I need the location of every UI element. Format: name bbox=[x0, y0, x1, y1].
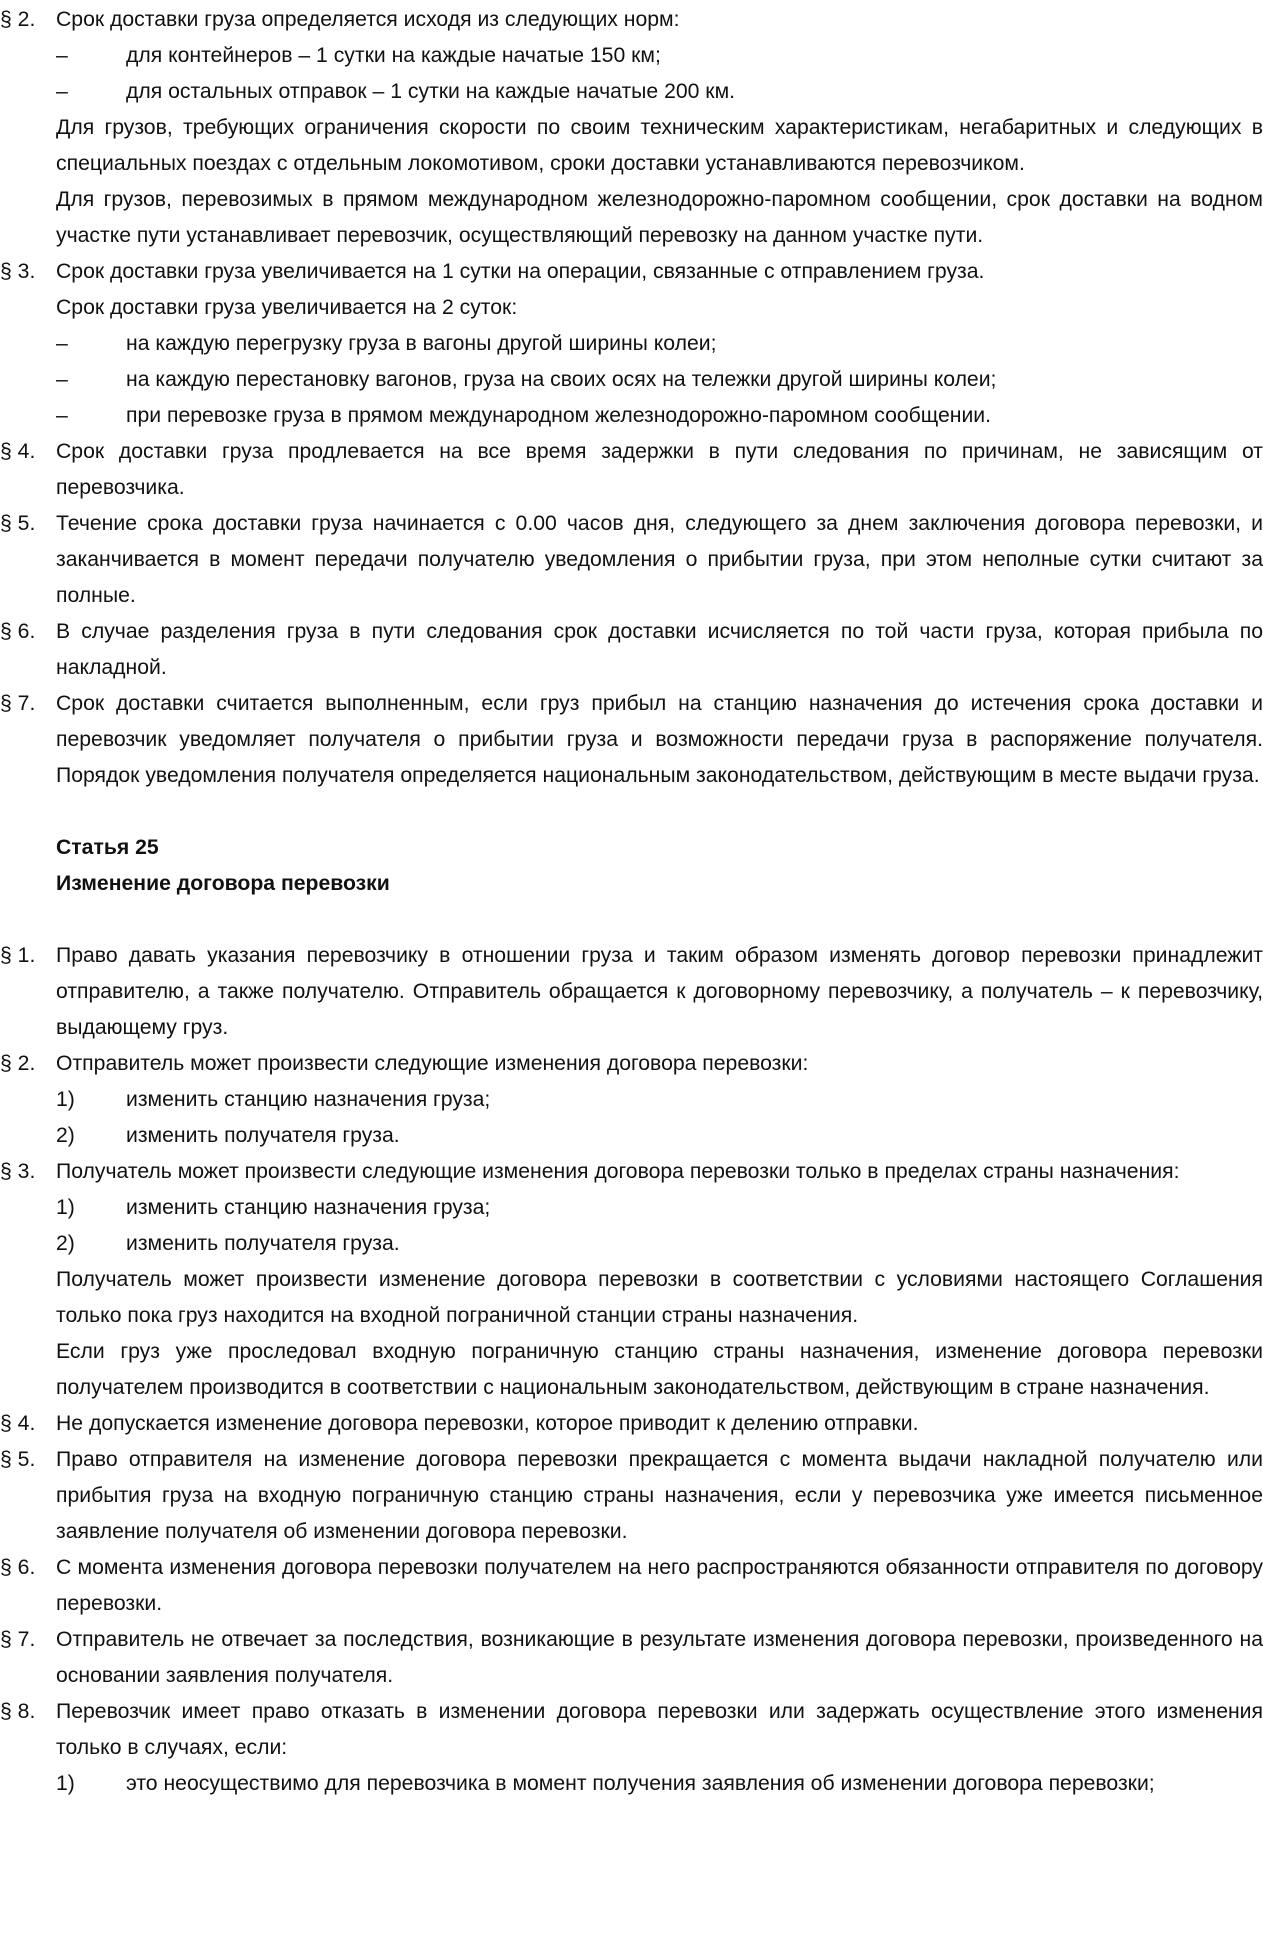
section-number: § 7. bbox=[0, 692, 36, 715]
list-item-text: изменить станцию назначения груза; bbox=[126, 1196, 491, 1219]
list-item bbox=[0, 38, 1263, 74]
section-number: § 6. bbox=[0, 1556, 36, 1579]
section-text: Право отправителя на изменение договора перевозки прекращается с момента выдачи накладной получателю или прибытия груза на входную пограничную станцию страны назначения, если у перевозчика уже имеется письменное заявление получателя об изменении договора перевозки. bbox=[56, 1448, 1263, 1543]
section-number: § 8. bbox=[0, 1700, 36, 1723]
section-number: § 6. bbox=[0, 620, 36, 643]
list-marker: 1) bbox=[56, 1088, 75, 1111]
article-section-7 bbox=[0, 1622, 1263, 1694]
paragraph: Если груз уже проследовал входную пограничную станцию страны назначения, изменение договора перевозки получателем производится в соответствии с национальным законодательством, действующим в стране назначения. bbox=[56, 1340, 1263, 1399]
section-text: С момента изменения договора перевозки получателем на него распространяются обязанности отправителя по договору перевозки. bbox=[56, 1556, 1263, 1615]
section-text: Отправитель не отвечает за последствия, возникающие в результате изменения договора перевозки, произведенного на основании заявления получателя. bbox=[56, 1628, 1263, 1687]
list-item-text: для контейнеров – 1 сутки на каждые начатые 150 км; bbox=[126, 44, 661, 67]
spacer bbox=[0, 794, 1263, 830]
paragraph: Для грузов, перевозимых в прямом международном железнодорожно-паромном сообщении, срок доставки на водном участке пути устанавливает перевозчик, осуществляющий перевозку на данном участке пути. bbox=[56, 188, 1263, 247]
list-marker: 2) bbox=[56, 1124, 75, 1147]
section-number: § 5. bbox=[0, 1448, 36, 1471]
section-3 bbox=[0, 254, 1263, 290]
section-text: Получатель может произвести следующие изменения договора перевозки только в пределах страны назначения: bbox=[56, 1160, 1180, 1183]
section-number: § 2. bbox=[0, 1052, 36, 1075]
list-item bbox=[0, 326, 1263, 362]
list-item bbox=[0, 1190, 1263, 1226]
list-item-text: при перевозке груза в прямом международном железнодорожно-паромном сообщении. bbox=[126, 404, 992, 427]
section-text: Срок доставки груза продлевается на все время задержки в пути следования по причинам, не зависящим от перевозчика. bbox=[56, 440, 1263, 499]
section-text: Течение срока доставки груза начинается с 0.00 часов дня, следующего за днем заключения договора перевозки, и заканчивается в момент передачи получателю уведомления о прибытии груза, при этом неполные сутки считают за полные. bbox=[56, 512, 1263, 607]
section-number: § 2. bbox=[0, 8, 36, 31]
spacer bbox=[0, 902, 1263, 938]
section-text: Право давать указания перевозчику в отношении груза и таким образом изменять договор перевозки принадлежит отправителю, а также получателю. Отправитель обращается к договорному перевозчику, а получатель – к перевозчику, выдающему груз. bbox=[56, 944, 1263, 1039]
list-item-text: изменить получателя груза. bbox=[126, 1124, 400, 1147]
section-number: § 3. bbox=[0, 1160, 36, 1183]
section-number: § 7. bbox=[0, 1628, 36, 1651]
section-text: Отправитель может произвести следующие изменения договора перевозки: bbox=[56, 1052, 809, 1075]
list-item bbox=[0, 362, 1263, 398]
section-text: Срок доставки считается выполненным, если груз прибыл на станцию назначения до истечения срока доставки и перевозчик уведомляет получателя о прибытии груза и возможности передачи груза в распоряжение получателя. Порядок уведомления получателя определяется национальным законодательством, действующим в месте выдачи груза. bbox=[56, 692, 1263, 787]
article-section-1 bbox=[0, 938, 1263, 1046]
section-text: Перевозчик имеет право отказать в изменении договора перевозки или задержать осуществление этого изменения только в случаях, если: bbox=[56, 1700, 1263, 1759]
section-7 bbox=[0, 686, 1263, 794]
list-marker: – bbox=[56, 368, 68, 391]
list-marker: – bbox=[56, 332, 68, 355]
section-number: § 3. bbox=[0, 260, 36, 283]
section-text: Срок доставки груза определяется исходя из следующих норм: bbox=[56, 8, 680, 31]
list-item bbox=[0, 74, 1263, 110]
section-number: § 5. bbox=[0, 512, 36, 535]
article-section-5 bbox=[0, 1442, 1263, 1550]
list-marker: – bbox=[56, 404, 68, 427]
section-text: Срок доставки груза увеличивается на 1 сутки на операции, связанные с отправлением груза. bbox=[56, 260, 985, 283]
list-marker: 1) bbox=[56, 1772, 75, 1795]
list-marker: 2) bbox=[56, 1232, 75, 1255]
article-section-6 bbox=[0, 1550, 1263, 1622]
section-text: В случае разделения груза в пути следования срок доставки исчисляется по той части груза, которая прибыла по накладной. bbox=[56, 620, 1263, 679]
list-marker: – bbox=[56, 44, 68, 67]
article-title: Изменение договора перевозки bbox=[56, 872, 390, 895]
section-number: § 4. bbox=[0, 440, 36, 463]
list-marker: 1) bbox=[56, 1196, 75, 1219]
article-label: Статья 25 bbox=[56, 836, 159, 859]
section-2 bbox=[0, 2, 1263, 38]
list-item bbox=[0, 1766, 1263, 1802]
list-item bbox=[0, 1118, 1263, 1154]
paragraph: Для грузов, требующих ограничения скорости по своим техническим характеристикам, негабаритных и следующих в специальных поездах с отдельным локомотивом, сроки доставки устанавливаются перевозчиком. bbox=[56, 116, 1263, 175]
list-item-text: на каждую перестановку вагонов, груза на своих осях на тележки другой ширины колеи; bbox=[126, 368, 997, 391]
list-item bbox=[0, 1226, 1263, 1262]
section-4 bbox=[0, 434, 1263, 506]
article-section-2 bbox=[0, 1046, 1263, 1082]
article-section-8 bbox=[0, 1694, 1263, 1766]
section-number: § 1. bbox=[0, 944, 36, 967]
list-item-text: изменить станцию назначения груза; bbox=[126, 1088, 491, 1111]
article-section-4 bbox=[0, 1406, 1263, 1442]
section-6 bbox=[0, 614, 1263, 686]
list-item-text: изменить получателя груза. bbox=[126, 1232, 400, 1255]
section-text: Не допускается изменение договора перевозки, которое приводит к делению отправки. bbox=[56, 1412, 919, 1435]
article-section-3 bbox=[0, 1154, 1263, 1190]
list-item-text: это неосуществимо для перевозчика в момент получения заявления об изменении договора перевозки; bbox=[126, 1772, 1155, 1795]
paragraph: Получатель может произвести изменение договора перевозки в соответствии с условиями настоящего Соглашения только пока груз находится на входной пограничной станции страны назначения. bbox=[56, 1268, 1263, 1327]
list-item bbox=[0, 1082, 1263, 1118]
list-item-text: для остальных отправок – 1 сутки на каждые начатые 200 км. bbox=[126, 80, 736, 103]
list-item-text: на каждую перегрузку груза в вагоны другой ширины колеи; bbox=[126, 332, 717, 355]
list-item bbox=[0, 398, 1263, 434]
section-number: § 4. bbox=[0, 1412, 36, 1435]
list-marker: – bbox=[56, 80, 68, 103]
section-5 bbox=[0, 506, 1263, 614]
paragraph: Срок доставки груза увеличивается на 2 суток: bbox=[56, 296, 518, 319]
